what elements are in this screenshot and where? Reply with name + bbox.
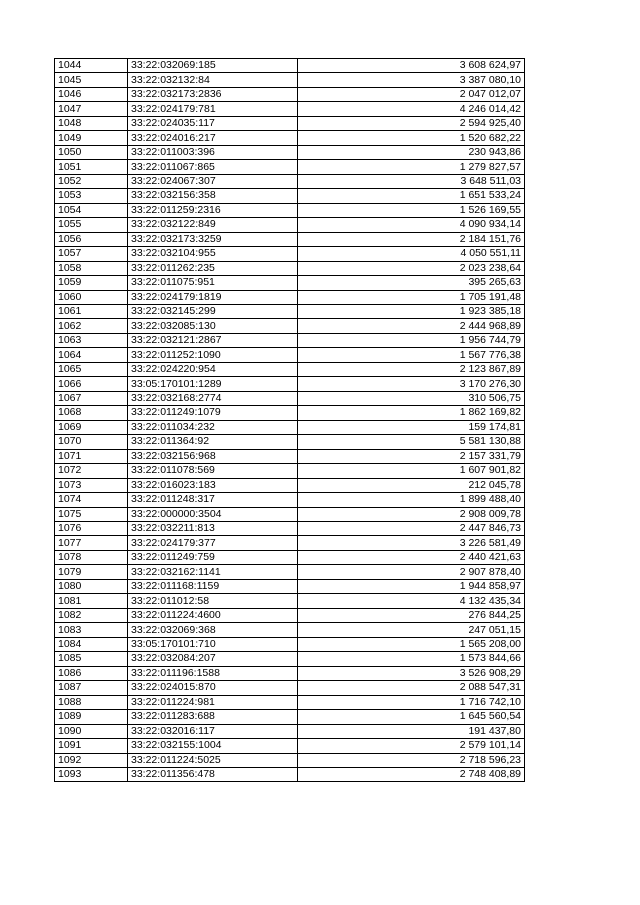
cadastral-value-cell: 1 573 844,66 — [298, 652, 525, 666]
table-row — [55, 652, 525, 666]
cadastral-value-cell: 212 045,78 — [298, 478, 525, 492]
cadastral-number-cell: 33:22:011283:688 — [128, 710, 298, 724]
table-row — [55, 362, 525, 376]
cadastral-value-cell: 395 265,63 — [298, 276, 525, 290]
row-number-cell: 1056 — [55, 232, 128, 246]
cadastral-value-cell: 2 447 846,73 — [298, 522, 525, 536]
cadastral-number-cell: 33:22:032132:84 — [128, 73, 298, 87]
cadastral-value-cell: 2 023 238,64 — [298, 261, 525, 275]
cadastral-value-cell: 2 157 331,79 — [298, 449, 525, 463]
cadastral-number-cell: 33:22:011224:5025 — [128, 753, 298, 767]
row-number-cell: 1064 — [55, 348, 128, 362]
row-number-cell: 1078 — [55, 550, 128, 564]
cadastral-number-cell: 33:22:011356:478 — [128, 767, 298, 781]
row-number-cell: 1055 — [55, 218, 128, 232]
table-row — [55, 550, 525, 564]
table-row — [55, 724, 525, 738]
cadastral-value-cell: 3 226 581,49 — [298, 536, 525, 550]
cadastral-number-cell: 33:22:024179:1819 — [128, 290, 298, 304]
cadastral-value-cell: 247 051,15 — [298, 623, 525, 637]
cadastral-value-cell: 159 174,81 — [298, 420, 525, 434]
cadastral-value-cell: 230 943,86 — [298, 145, 525, 159]
cadastral-number-cell: 33:22:011224:4600 — [128, 608, 298, 622]
table-row — [55, 145, 525, 159]
table-row — [55, 348, 525, 362]
cadastral-value-cell: 2 088 547,31 — [298, 681, 525, 695]
row-number-cell: 1047 — [55, 102, 128, 116]
table-row — [55, 522, 525, 536]
cadastral-value-cell: 1 862 169,82 — [298, 406, 525, 420]
table-row — [55, 319, 525, 333]
cadastral-number-cell: 33:22:011224:981 — [128, 695, 298, 709]
table-row — [55, 59, 525, 73]
cadastral-number-cell: 33:22:011075:951 — [128, 276, 298, 290]
cadastral-number-cell: 33:22:032016:117 — [128, 724, 298, 738]
cadastral-value-cell: 2 908 009,78 — [298, 507, 525, 521]
row-number-cell: 1086 — [55, 666, 128, 680]
cadastral-number-cell: 33:22:032085:130 — [128, 319, 298, 333]
row-number-cell: 1083 — [55, 623, 128, 637]
cadastral-value-cell: 1 520 682,22 — [298, 131, 525, 145]
row-number-cell: 1066 — [55, 377, 128, 391]
cadastral-number-cell: 33:22:011034:232 — [128, 420, 298, 434]
row-number-cell: 1050 — [55, 145, 128, 159]
cadastral-number-cell: 33:22:032168:2774 — [128, 391, 298, 405]
cadastral-value-cell: 1 716 742,10 — [298, 695, 525, 709]
row-number-cell: 1093 — [55, 767, 128, 781]
cadastral-number-cell: 33:22:011364:92 — [128, 435, 298, 449]
row-number-cell: 1077 — [55, 536, 128, 550]
table-row — [55, 420, 525, 434]
cadastral-number-cell: 33:05:170101:1289 — [128, 377, 298, 391]
cadastral-value-cell: 1 944 858,97 — [298, 579, 525, 593]
cadastral-number-cell: 33:22:032156:968 — [128, 449, 298, 463]
row-number-cell: 1051 — [55, 160, 128, 174]
cadastral-value-cell: 4 246 014,42 — [298, 102, 525, 116]
cadastral-number-cell: 33:22:032122:849 — [128, 218, 298, 232]
cadastral-number-cell: 33:22:016023:183 — [128, 478, 298, 492]
cadastral-number-cell: 33:22:011249:1079 — [128, 406, 298, 420]
row-number-cell: 1059 — [55, 276, 128, 290]
table-row — [55, 203, 525, 217]
cadastral-number-cell: 33:22:032155:1004 — [128, 739, 298, 753]
table-row — [55, 435, 525, 449]
cadastral-value-cell: 2 123 867,89 — [298, 362, 525, 376]
row-number-cell: 1070 — [55, 435, 128, 449]
cadastral-value-cell: 2 718 596,23 — [298, 753, 525, 767]
row-number-cell: 1087 — [55, 681, 128, 695]
row-number-cell: 1073 — [55, 478, 128, 492]
cadastral-value-cell: 4 090 934,14 — [298, 218, 525, 232]
cadastral-value-cell: 1 899 488,40 — [298, 493, 525, 507]
row-number-cell: 1091 — [55, 739, 128, 753]
cadastral-number-cell: 33:22:032084:207 — [128, 652, 298, 666]
cadastral-number-cell: 33:22:011248:317 — [128, 493, 298, 507]
cadastral-value-cell: 3 526 908,29 — [298, 666, 525, 680]
table-row — [55, 174, 525, 188]
table-row — [55, 290, 525, 304]
row-number-cell: 1092 — [55, 753, 128, 767]
cadastral-number-cell: 33:22:024015:870 — [128, 681, 298, 695]
table-row — [55, 73, 525, 87]
row-number-cell: 1080 — [55, 579, 128, 593]
cadastral-number-cell: 33:22:024035:117 — [128, 116, 298, 130]
cadastral-number-cell: 33:22:032145:299 — [128, 304, 298, 318]
table-row — [55, 102, 525, 116]
row-number-cell: 1072 — [55, 464, 128, 478]
row-number-cell: 1089 — [55, 710, 128, 724]
table-row — [55, 449, 525, 463]
row-number-cell: 1060 — [55, 290, 128, 304]
cadastral-number-cell: 33:22:032162:1141 — [128, 565, 298, 579]
table-row — [55, 189, 525, 203]
cadastral-value-cell: 191 437,80 — [298, 724, 525, 738]
row-number-cell: 1079 — [55, 565, 128, 579]
row-number-cell: 1054 — [55, 203, 128, 217]
cadastral-number-cell: 33:22:032156:358 — [128, 189, 298, 203]
cadastral-number-cell: 33:22:024067:307 — [128, 174, 298, 188]
row-number-cell: 1061 — [55, 304, 128, 318]
cadastral-number-cell: 33:22:011249:759 — [128, 550, 298, 564]
cadastral-number-cell: 33:22:024179:781 — [128, 102, 298, 116]
table-body — [55, 59, 525, 782]
row-number-cell: 1074 — [55, 493, 128, 507]
cadastral-value-cell: 1 279 827,57 — [298, 160, 525, 174]
row-number-cell: 1068 — [55, 406, 128, 420]
row-number-cell: 1090 — [55, 724, 128, 738]
table-row — [55, 87, 525, 101]
row-number-cell: 1067 — [55, 391, 128, 405]
cadastral-number-cell: 33:22:000000:3504 — [128, 507, 298, 521]
cadastral-value-cell: 1 705 191,48 — [298, 290, 525, 304]
row-number-cell: 1046 — [55, 87, 128, 101]
table-row — [55, 131, 525, 145]
cadastral-number-cell: 33:22:011067:865 — [128, 160, 298, 174]
cadastral-number-cell: 33:22:011196:1588 — [128, 666, 298, 680]
row-number-cell: 1085 — [55, 652, 128, 666]
cadastral-number-cell: 33:22:024016:217 — [128, 131, 298, 145]
table-row — [55, 536, 525, 550]
table-row — [55, 594, 525, 608]
cadastral-value-cell: 1 565 208,00 — [298, 637, 525, 651]
table-row — [55, 333, 525, 347]
cadastral-value-cell: 1 956 744,79 — [298, 333, 525, 347]
table-row — [55, 493, 525, 507]
cadastral-value-cell: 2 594 925,40 — [298, 116, 525, 130]
cadastral-number-cell: 33:22:024179:377 — [128, 536, 298, 550]
cadastral-value-cell: 2 907 878,40 — [298, 565, 525, 579]
cadastral-value-cell: 2 579 101,14 — [298, 739, 525, 753]
row-number-cell: 1075 — [55, 507, 128, 521]
row-number-cell: 1084 — [55, 637, 128, 651]
table-row — [55, 116, 525, 130]
cadastral-value-cell: 2 184 151,76 — [298, 232, 525, 246]
cadastral-number-cell: 33:22:024220:954 — [128, 362, 298, 376]
table-row — [55, 406, 525, 420]
table-row — [55, 623, 525, 637]
table-row — [55, 767, 525, 781]
table-row — [55, 579, 525, 593]
row-number-cell: 1049 — [55, 131, 128, 145]
row-number-cell: 1065 — [55, 362, 128, 376]
table-row — [55, 304, 525, 318]
cadastral-value-cell: 2 440 421,63 — [298, 550, 525, 564]
cadastral-number-cell: 33:22:011078:569 — [128, 464, 298, 478]
cadastral-value-cell: 1 651 533,24 — [298, 189, 525, 203]
table-row — [55, 739, 525, 753]
table-row — [55, 478, 525, 492]
row-number-cell: 1062 — [55, 319, 128, 333]
row-number-cell: 1044 — [55, 59, 128, 73]
row-number-cell: 1052 — [55, 174, 128, 188]
cadastral-value-cell: 3 608 624,97 — [298, 59, 525, 73]
cadastral-number-cell: 33:22:011252:1090 — [128, 348, 298, 362]
cadastral-number-cell: 33:22:032121:2867 — [128, 333, 298, 347]
cadastral-number-cell: 33:22:011259:2316 — [128, 203, 298, 217]
table-row — [55, 218, 525, 232]
table-row — [55, 565, 525, 579]
row-number-cell: 1082 — [55, 608, 128, 622]
cadastral-number-cell: 33:22:032069:185 — [128, 59, 298, 73]
cadastral-value-cell: 1 607 901,82 — [298, 464, 525, 478]
cadastral-value-cell: 1 645 560,54 — [298, 710, 525, 724]
row-number-cell: 1058 — [55, 261, 128, 275]
cadastral-value-cell: 2 047 012,07 — [298, 87, 525, 101]
cadastral-number-cell: 33:22:032069:368 — [128, 623, 298, 637]
row-number-cell: 1081 — [55, 594, 128, 608]
table-row — [55, 160, 525, 174]
cadastral-number-cell: 33:22:011168:1159 — [128, 579, 298, 593]
cadastral-number-cell: 33:22:011012:58 — [128, 594, 298, 608]
row-number-cell: 1071 — [55, 449, 128, 463]
cadastral-number-cell: 33:05:170101:710 — [128, 637, 298, 651]
table-row — [55, 608, 525, 622]
cadastral-number-cell: 33:22:032173:3259 — [128, 232, 298, 246]
row-number-cell: 1045 — [55, 73, 128, 87]
cadastral-value-cell: 3 387 080,10 — [298, 73, 525, 87]
cadastral-value-cell: 3 648 511,03 — [298, 174, 525, 188]
cadastral-value-cell: 5 581 130,88 — [298, 435, 525, 449]
cadastral-value-cell: 2 444 968,89 — [298, 319, 525, 333]
cadastral-number-cell: 33:22:032104:955 — [128, 247, 298, 261]
table-row — [55, 391, 525, 405]
cadastral-value-cell: 1 923 385,18 — [298, 304, 525, 318]
cadastral-value-cell: 4 050 551,11 — [298, 247, 525, 261]
table-row — [55, 276, 525, 290]
table-row — [55, 261, 525, 275]
cadastral-value-table — [54, 58, 525, 782]
table-row — [55, 681, 525, 695]
table-row — [55, 507, 525, 521]
row-number-cell: 1057 — [55, 247, 128, 261]
row-number-cell: 1076 — [55, 522, 128, 536]
table-row — [55, 637, 525, 651]
cadastral-number-cell: 33:22:032211:813 — [128, 522, 298, 536]
table-row — [55, 666, 525, 680]
cadastral-value-cell: 1 567 776,38 — [298, 348, 525, 362]
row-number-cell: 1048 — [55, 116, 128, 130]
cadastral-value-cell: 2 748 408,89 — [298, 767, 525, 781]
table-row — [55, 377, 525, 391]
cadastral-value-cell: 3 170 276,30 — [298, 377, 525, 391]
row-number-cell: 1069 — [55, 420, 128, 434]
row-number-cell: 1063 — [55, 333, 128, 347]
cadastral-number-cell: 33:22:011003:396 — [128, 145, 298, 159]
table-row — [55, 232, 525, 246]
table-row — [55, 695, 525, 709]
table-row — [55, 247, 525, 261]
table-row — [55, 710, 525, 724]
cadastral-value-cell: 310 506,75 — [298, 391, 525, 405]
cadastral-number-cell: 33:22:011262:235 — [128, 261, 298, 275]
table-row — [55, 753, 525, 767]
cadastral-number-cell: 33:22:032173:2836 — [128, 87, 298, 101]
cadastral-value-cell: 4 132 435,34 — [298, 594, 525, 608]
table-row — [55, 464, 525, 478]
cadastral-value-cell: 1 526 169,55 — [298, 203, 525, 217]
row-number-cell: 1053 — [55, 189, 128, 203]
cadastral-value-cell: 276 844,25 — [298, 608, 525, 622]
row-number-cell: 1088 — [55, 695, 128, 709]
